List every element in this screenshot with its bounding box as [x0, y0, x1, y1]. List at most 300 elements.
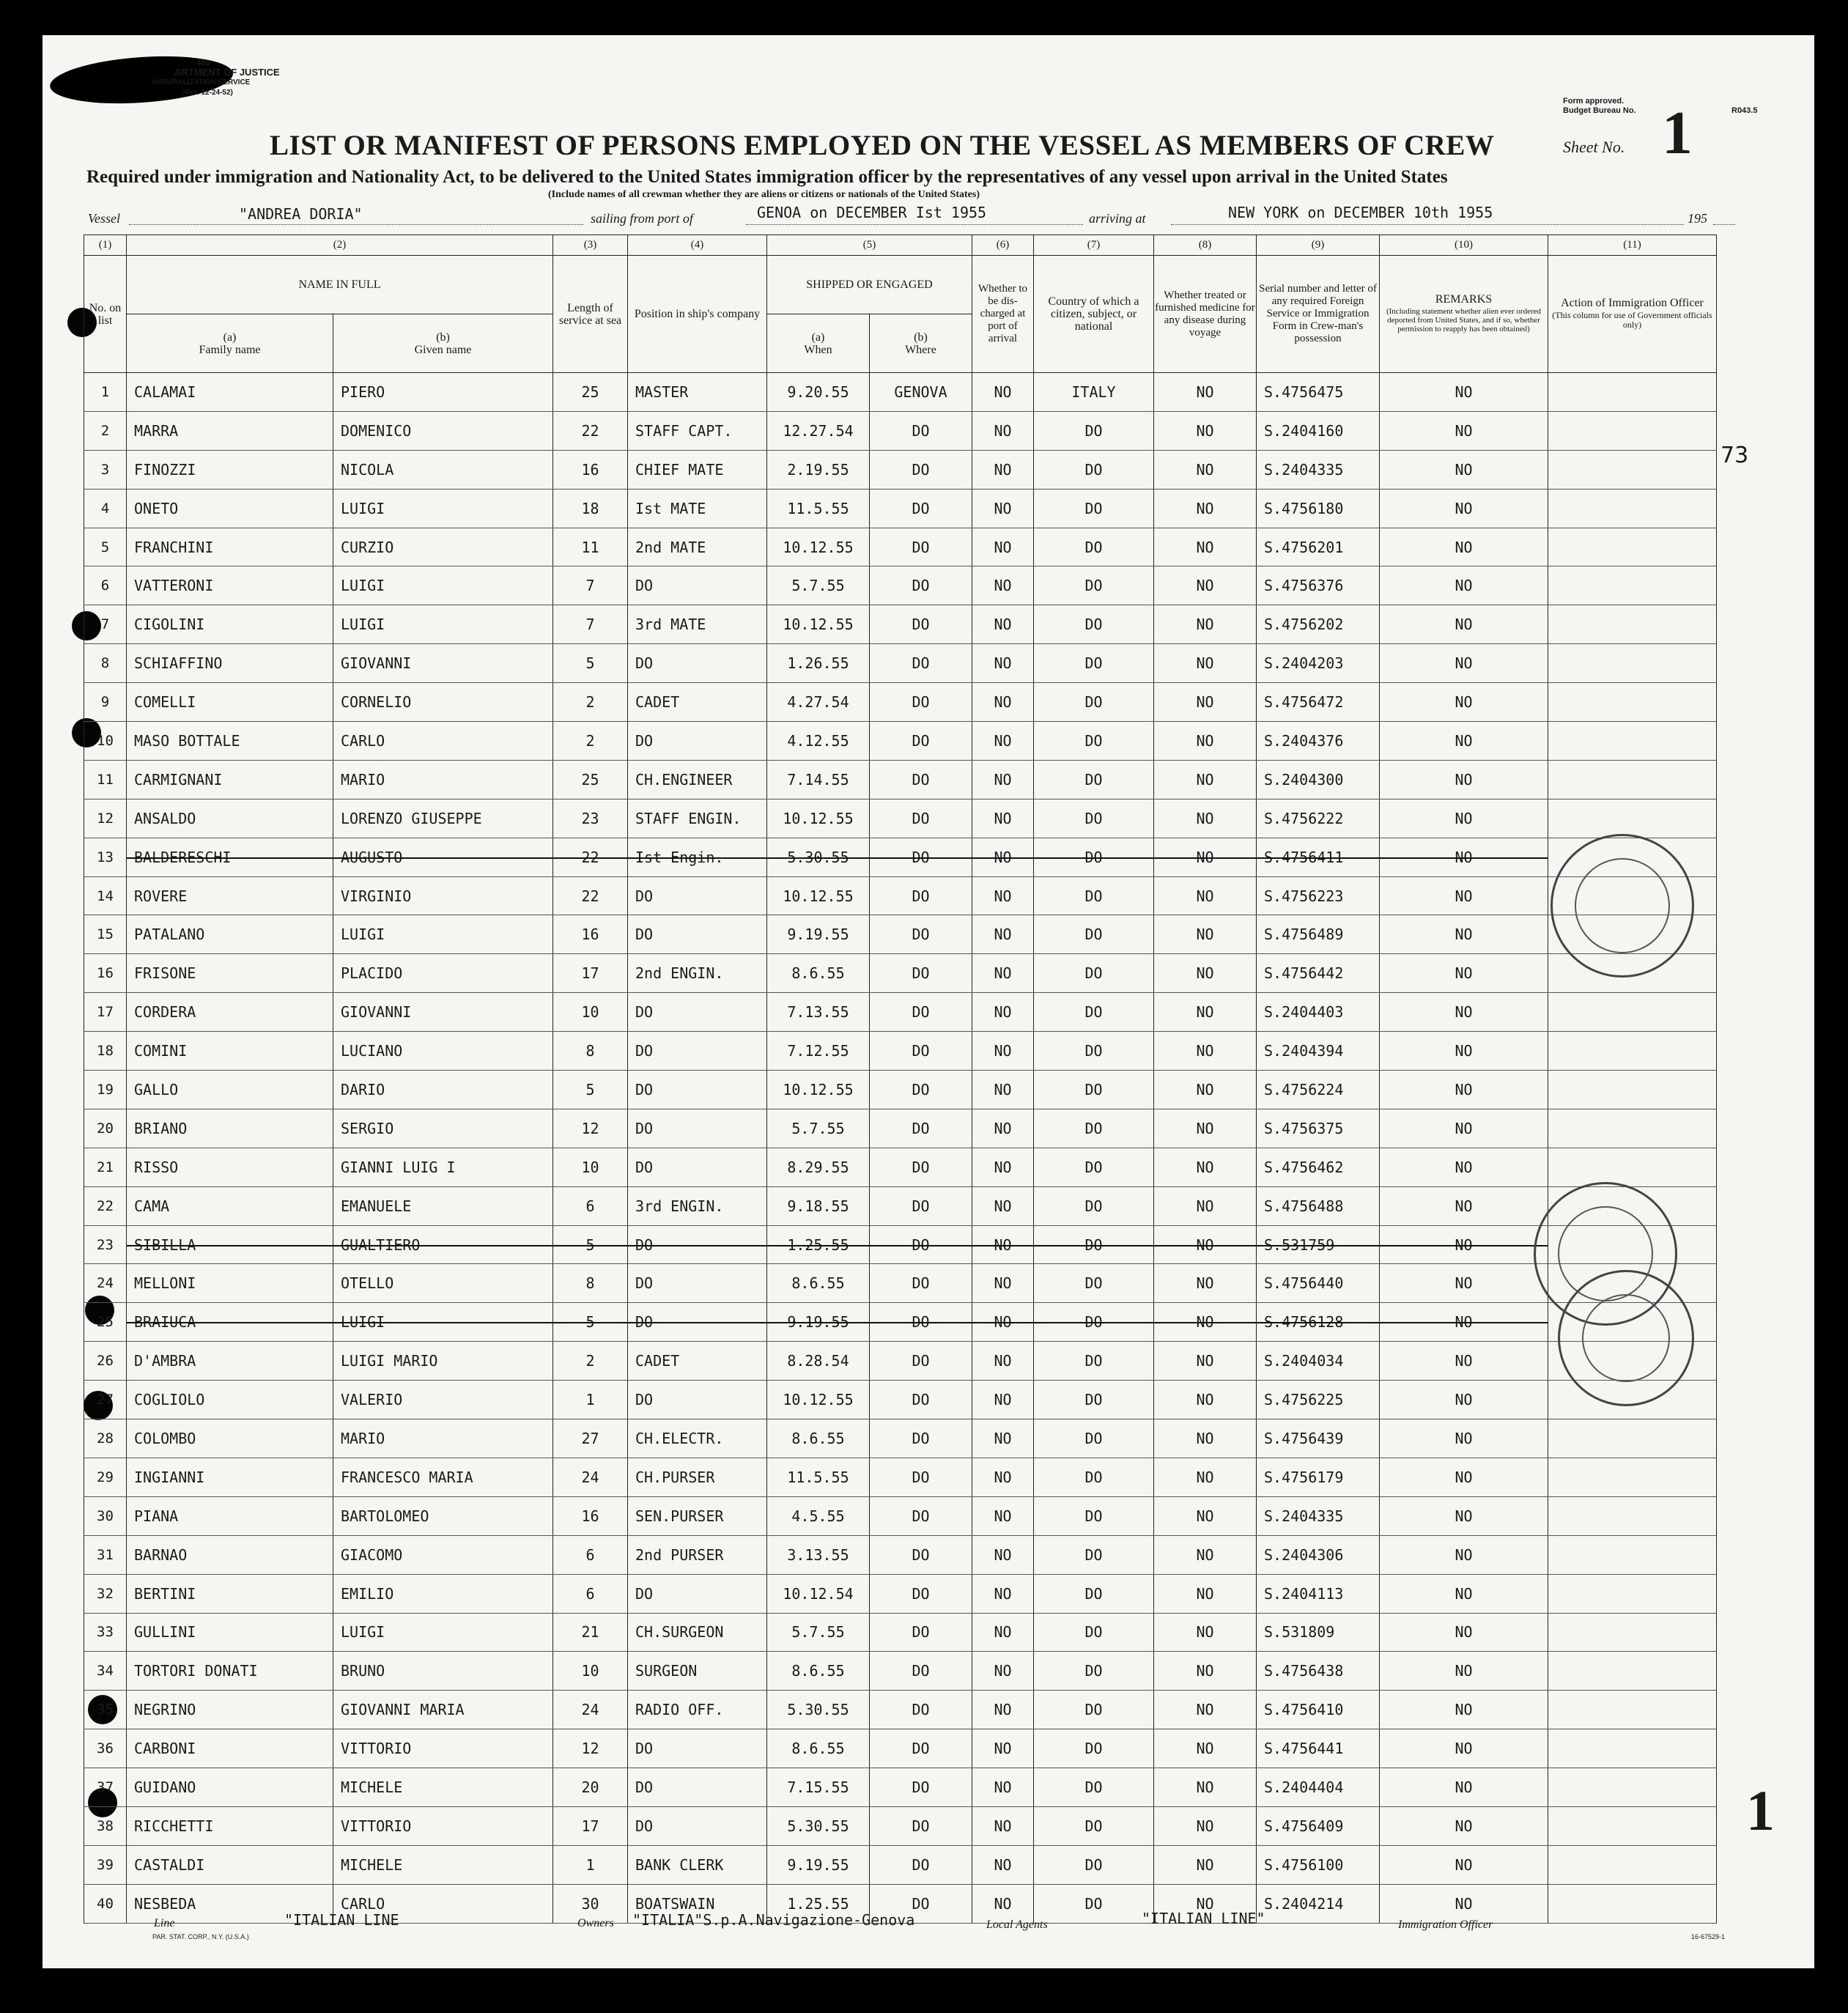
serial-number: S.2404034 [1257, 1342, 1380, 1381]
serial-number: S.531809 [1257, 1613, 1380, 1652]
length-of-service: 1 [553, 1845, 628, 1884]
medicine: NO [1154, 683, 1257, 722]
medicine: NO [1154, 489, 1257, 528]
position: DO [628, 1574, 767, 1613]
country: DO [1034, 644, 1154, 683]
position: 3rd MATE [628, 605, 767, 644]
medicine: NO [1154, 1806, 1257, 1845]
position: SEN.PURSER [628, 1496, 767, 1535]
country: DO [1034, 1691, 1154, 1729]
given-name: EMANUELE [333, 1186, 553, 1225]
given-name: GUALTIERO [333, 1225, 553, 1264]
given-name: GIACOMO [333, 1535, 553, 1574]
table-row [84, 373, 1717, 412]
position: DO [628, 644, 767, 683]
family-name: BERTINI [127, 1574, 333, 1613]
shipped-when: 5.7.55 [767, 1109, 870, 1148]
family-name: FRISONE [127, 954, 333, 993]
strike-line [628, 857, 766, 859]
discharged: NO [972, 1264, 1034, 1303]
family-name: MASO BOTTALE [127, 722, 333, 761]
remarks: NO [1380, 1884, 1548, 1923]
remarks: NO [1380, 644, 1548, 683]
strike-line [1257, 1245, 1379, 1246]
shipped-where: DO [870, 1729, 972, 1768]
remarks: NO [1380, 1109, 1548, 1148]
shipped-where: DO [870, 1458, 972, 1496]
given-label: Given name [414, 343, 472, 356]
remarks: NO [1380, 1303, 1548, 1342]
table-row [84, 1032, 1717, 1071]
remarks: NO [1380, 1691, 1548, 1729]
officer-action [1548, 993, 1717, 1032]
strike-line [333, 1245, 552, 1246]
strike-line [127, 1322, 333, 1323]
length-of-service: 1 [553, 1381, 628, 1419]
shipped-when: 7.13.55 [767, 993, 870, 1032]
family-name: BRAIUCA [127, 1303, 333, 1342]
shipped-where: DO [870, 915, 972, 954]
remarks: NO [1380, 1264, 1548, 1303]
header-remarks [1380, 256, 1548, 373]
discharged: NO [972, 1342, 1034, 1381]
position: DO [628, 915, 767, 954]
medicine: NO [1154, 1768, 1257, 1807]
family-name: CASTALDI [127, 1845, 333, 1884]
given-name: BRUNO [333, 1652, 553, 1691]
shipped-where: DO [870, 838, 972, 876]
officer-action [1548, 411, 1717, 450]
serial-number: S.4756202 [1257, 605, 1380, 644]
discharged: NO [972, 1613, 1034, 1652]
length-of-service: 6 [553, 1186, 628, 1225]
strike-line [628, 1245, 766, 1246]
remarks: NO [1380, 1458, 1548, 1496]
where-label: Where [905, 343, 936, 356]
medicine: NO [1154, 1884, 1257, 1923]
row-number: 19 [84, 1071, 127, 1109]
strike-line [553, 857, 627, 859]
strike-line [972, 1322, 1033, 1323]
remarks: NO [1380, 915, 1548, 954]
family-name: CORDERA [127, 993, 333, 1032]
country: DO [1034, 489, 1154, 528]
officer-action [1548, 1652, 1717, 1691]
length-of-service: 24 [553, 1458, 628, 1496]
shipped-when: 12.27.54 [767, 411, 870, 450]
medicine: NO [1154, 411, 1257, 450]
length-of-service: 16 [553, 915, 628, 954]
country: DO [1034, 915, 1154, 954]
shipped-where: DO [870, 1109, 972, 1148]
shipped-where: DO [870, 1032, 972, 1071]
remarks: NO [1380, 528, 1548, 566]
remarks: NO [1380, 1186, 1548, 1225]
medicine: NO [1154, 1652, 1257, 1691]
col-num: (9) [1257, 235, 1380, 256]
serial-number: S.4756179 [1257, 1458, 1380, 1496]
remarks: NO [1380, 1729, 1548, 1768]
country: DO [1034, 1419, 1154, 1458]
length-of-service: 10 [553, 1148, 628, 1186]
header-given [333, 314, 553, 373]
country: DO [1034, 1845, 1154, 1884]
shipped-where: DO [870, 450, 972, 489]
discharged: NO [972, 489, 1034, 528]
shipped-when: 9.19.55 [767, 915, 870, 954]
length-of-service: 16 [553, 1496, 628, 1535]
medicine: NO [1154, 838, 1257, 876]
discharged: NO [972, 1381, 1034, 1419]
budget-bureau: Budget Bureau No. [1563, 106, 1636, 115]
col-num: (4) [628, 235, 767, 256]
length-of-service: 17 [553, 954, 628, 993]
table-row [84, 915, 1717, 954]
discharged: NO [972, 838, 1034, 876]
manifest-sheet [42, 35, 1814, 1968]
medicine: NO [1154, 1419, 1257, 1458]
country: DO [1034, 1303, 1154, 1342]
serial-number: S.4756100 [1257, 1845, 1380, 1884]
country: DO [1034, 876, 1154, 915]
remarks: NO [1380, 566, 1548, 605]
family-letter: (a) [223, 330, 237, 344]
shipped-when: 7.14.55 [767, 760, 870, 799]
discharged: NO [972, 954, 1034, 993]
table-row [84, 644, 1717, 683]
shipped-where: DO [870, 683, 972, 722]
given-name: LUIGI MARIO [333, 1342, 553, 1381]
position: DO [628, 1225, 767, 1264]
given-name: CARLO [333, 722, 553, 761]
shipped-when: 1.26.55 [767, 644, 870, 683]
country: DO [1034, 1186, 1154, 1225]
shipped-where: DO [870, 954, 972, 993]
remarks: NO [1380, 373, 1548, 412]
line-label: Line [154, 1917, 175, 1929]
length-of-service: 30 [553, 1884, 628, 1923]
length-of-service: 24 [553, 1691, 628, 1729]
header-when [767, 314, 870, 373]
family-name: ONETO [127, 489, 333, 528]
remarks: NO [1380, 411, 1548, 450]
shipped-where: DO [870, 489, 972, 528]
country: DO [1034, 1574, 1154, 1613]
medicine: NO [1154, 373, 1257, 412]
country: DO [1034, 722, 1154, 761]
remarks: NO [1380, 1496, 1548, 1535]
family-name: COMELLI [127, 683, 333, 722]
arriving-at: NEW YORK on DECEMBER 10th 1955 [1228, 204, 1493, 221]
remarks: NO [1380, 1342, 1548, 1381]
serial-number: S.4756201 [1257, 528, 1380, 566]
shipped-where: DO [870, 1071, 972, 1109]
serial-number: S.2404394 [1257, 1032, 1380, 1071]
crew-table [84, 234, 1717, 1924]
position: DO [628, 993, 767, 1032]
family-name: VATTERONI [127, 566, 333, 605]
strike-line [767, 1245, 869, 1246]
col-num: (10) [1380, 235, 1548, 256]
position: 3rd ENGIN. [628, 1186, 767, 1225]
country: DO [1034, 411, 1154, 450]
given-name: DOMENICO [333, 411, 553, 450]
shipped-when: 5.7.55 [767, 1613, 870, 1652]
given-name: VITTORIO [333, 1806, 553, 1845]
remarks-title: REMARKS [1435, 293, 1493, 306]
country: DO [1034, 993, 1154, 1032]
given-name: PLACIDO [333, 954, 553, 993]
medicine: NO [1154, 1109, 1257, 1148]
country: DO [1034, 566, 1154, 605]
remarks: NO [1380, 605, 1548, 644]
table-row [84, 1419, 1717, 1458]
officer-action [1548, 1148, 1717, 1186]
col-num: (2) [127, 235, 553, 256]
header-serial: Serial number and letter of any required Foreign Service or Immigration Form in Crew-man's possession [1257, 256, 1380, 373]
remarks: NO [1380, 1381, 1548, 1419]
serial-number: S.4756222 [1257, 799, 1380, 838]
family-name: CIGOLINI [127, 605, 333, 644]
shipped-where: DO [870, 1148, 972, 1186]
medicine: NO [1154, 1535, 1257, 1574]
header-length: Length of service at sea [553, 256, 628, 373]
row-number: 38 [84, 1806, 127, 1845]
strike-line [870, 1322, 972, 1323]
officer-action [1548, 683, 1717, 722]
officer-action [1548, 489, 1717, 528]
given-name: MARIO [333, 760, 553, 799]
row-number: 40 [84, 1884, 127, 1923]
officer-action [1548, 1574, 1717, 1613]
shipped-where: DO [870, 1264, 972, 1303]
remarks: NO [1380, 1806, 1548, 1845]
shipped-where: GENOVA [870, 373, 972, 412]
serial-number: S.4756440 [1257, 1264, 1380, 1303]
shipped-when: 8.29.55 [767, 1148, 870, 1186]
shipped-when: 2.19.55 [767, 450, 870, 489]
row-number: 26 [84, 1342, 127, 1381]
strike-line [127, 857, 333, 859]
table-row [84, 1458, 1717, 1496]
officer-action [1548, 1496, 1717, 1535]
table-row [84, 489, 1717, 528]
family-name: SCHIAFFINO [127, 644, 333, 683]
officer-action [1548, 1845, 1717, 1884]
row-number: 1 [84, 373, 127, 412]
row-number: 14 [84, 876, 127, 915]
serial-number: S.4756375 [1257, 1109, 1380, 1148]
position: SURGEON [628, 1652, 767, 1691]
medicine: NO [1154, 566, 1257, 605]
row-number: 23 [84, 1225, 127, 1264]
position: DO [628, 722, 767, 761]
length-of-service: 21 [553, 1613, 628, 1652]
row-number: 13 [84, 838, 127, 876]
family-name: FRANCHINI [127, 528, 333, 566]
discharged: NO [972, 450, 1034, 489]
table-row [84, 1768, 1717, 1807]
form-code: 16-67529-1 [1691, 1933, 1726, 1940]
table-row [84, 1535, 1717, 1574]
remarks: NO [1380, 1148, 1548, 1186]
shipped-where: DO [870, 799, 972, 838]
family-name: COLOMBO [127, 1419, 333, 1458]
strike-line [1257, 1322, 1379, 1323]
table-row [84, 722, 1717, 761]
given-name: MICHELE [333, 1768, 553, 1807]
serial-number: S.2404214 [1257, 1884, 1380, 1923]
position: DO [628, 1806, 767, 1845]
family-name: CARBONI [127, 1729, 333, 1768]
family-name: COGLIOLO [127, 1381, 333, 1419]
family-name: PIANA [127, 1496, 333, 1535]
position: DO [628, 566, 767, 605]
length-of-service: 22 [553, 838, 628, 876]
discharged: NO [972, 993, 1034, 1032]
family-name: PATALANO [127, 915, 333, 954]
length-of-service: 5 [553, 1071, 628, 1109]
table-row [84, 1613, 1717, 1652]
department-label: ARTMENT OF JUSTICE [174, 67, 280, 78]
position: CHIEF MATE [628, 450, 767, 489]
family-name: CARMIGNANI [127, 760, 333, 799]
shipped-where: DO [870, 1884, 972, 1923]
row-number: 27 [84, 1381, 127, 1419]
medicine: NO [1154, 1071, 1257, 1109]
officer-action [1548, 1419, 1717, 1458]
given-name: CARLO [333, 1884, 553, 1923]
given-name: NICOLA [333, 450, 553, 489]
remarks: NO [1380, 993, 1548, 1032]
serial-number: S.4756472 [1257, 683, 1380, 722]
given-name: LUIGI [333, 1613, 553, 1652]
serial-number: S.4756411 [1257, 838, 1380, 876]
discharged: NO [972, 760, 1034, 799]
family-name: TORTORI DONATI [127, 1652, 333, 1691]
table-row [84, 1496, 1717, 1535]
family-name: COMINI [127, 1032, 333, 1071]
table-row [84, 1264, 1717, 1303]
given-name: VITTORIO [333, 1729, 553, 1768]
length-of-service: 7 [553, 566, 628, 605]
shipped-when: 9.19.55 [767, 1845, 870, 1884]
serial-number: S.4756441 [1257, 1729, 1380, 1768]
medicine: NO [1154, 450, 1257, 489]
position: DO [628, 1729, 767, 1768]
family-name: MELLONI [127, 1264, 333, 1303]
length-of-service: 8 [553, 1264, 628, 1303]
family-name: MARRA [127, 411, 333, 450]
remarks: NO [1380, 1845, 1548, 1884]
row-number: 29 [84, 1458, 127, 1496]
shipped-when: 5.30.55 [767, 838, 870, 876]
sailing-label: sailing from port of [591, 211, 693, 226]
given-name: OTELLO [333, 1264, 553, 1303]
length-of-service: 2 [553, 683, 628, 722]
table-row [84, 876, 1717, 915]
serial-number: S.4756438 [1257, 1652, 1380, 1691]
col-num: (5) [767, 235, 972, 256]
position: MASTER [628, 373, 767, 412]
country: DO [1034, 683, 1154, 722]
country: DO [1034, 1109, 1154, 1148]
row-number: 12 [84, 799, 127, 838]
consular-stamp [1551, 834, 1694, 978]
discharged: NO [972, 411, 1034, 450]
row-number: 32 [84, 1574, 127, 1613]
country: DO [1034, 528, 1154, 566]
length-of-service: 6 [553, 1574, 628, 1613]
medicine: NO [1154, 954, 1257, 993]
remarks: NO [1380, 1032, 1548, 1071]
row-number: 25 [84, 1303, 127, 1342]
country: DO [1034, 1535, 1154, 1574]
officer-action [1548, 1729, 1717, 1768]
position: CH.SURGEON [628, 1613, 767, 1652]
shipped-where: DO [870, 1186, 972, 1225]
shipped-when: 7.15.55 [767, 1768, 870, 1807]
header-family [127, 314, 333, 373]
shipped-when: 8.6.55 [767, 1652, 870, 1691]
remarks: NO [1380, 876, 1548, 915]
col-num: (6) [972, 235, 1034, 256]
when-label: When [804, 343, 832, 356]
row-number: 24 [84, 1264, 127, 1303]
discharged: NO [972, 373, 1034, 412]
serial-number: S.2404403 [1257, 993, 1380, 1032]
length-of-service: 5 [553, 1225, 628, 1264]
include-notice: (Include names of all crewman whether they are aliens or citizens or nationals of the United States) [548, 189, 980, 200]
shipped-where: DO [870, 1574, 972, 1613]
serial-number: S.4756180 [1257, 489, 1380, 528]
serial-number: S.4756410 [1257, 1691, 1380, 1729]
line-value: "ITALIAN LINE [284, 1911, 399, 1929]
discharged: NO [972, 1496, 1034, 1535]
given-name: LUIGI [333, 915, 553, 954]
family-name: BALDERESCHI [127, 838, 333, 876]
shipped-where: DO [870, 760, 972, 799]
discharged: NO [972, 1225, 1034, 1264]
country: DO [1034, 1496, 1154, 1535]
family-name: NEGRINO [127, 1691, 333, 1729]
action-title: Action of Immigration Officer [1561, 297, 1704, 309]
family-name: RISSO [127, 1148, 333, 1186]
table-row [84, 566, 1717, 605]
given-name: CORNELIO [333, 683, 553, 722]
table-row [84, 1574, 1717, 1613]
shipped-where: DO [870, 1419, 972, 1458]
officer-action [1548, 799, 1717, 838]
length-of-service: 5 [553, 1303, 628, 1342]
length-of-service: 10 [553, 1652, 628, 1691]
discharged: NO [972, 1691, 1034, 1729]
country: DO [1034, 1729, 1154, 1768]
given-name: MARIO [333, 1419, 553, 1458]
agents-value: "ITALIAN LINE" [1142, 1910, 1265, 1927]
country: DO [1034, 1652, 1154, 1691]
position: 2nd PURSER [628, 1535, 767, 1574]
country: DO [1034, 1264, 1154, 1303]
length-of-service: 16 [553, 450, 628, 489]
position: DO [628, 876, 767, 915]
serial-number: S.4756224 [1257, 1071, 1380, 1109]
col-num: (7) [1034, 235, 1154, 256]
sheet-number: 1 [1662, 99, 1693, 167]
shipped-where: DO [870, 1652, 972, 1691]
shipped-when: 9.20.55 [767, 373, 870, 412]
remarks: NO [1380, 1071, 1548, 1109]
